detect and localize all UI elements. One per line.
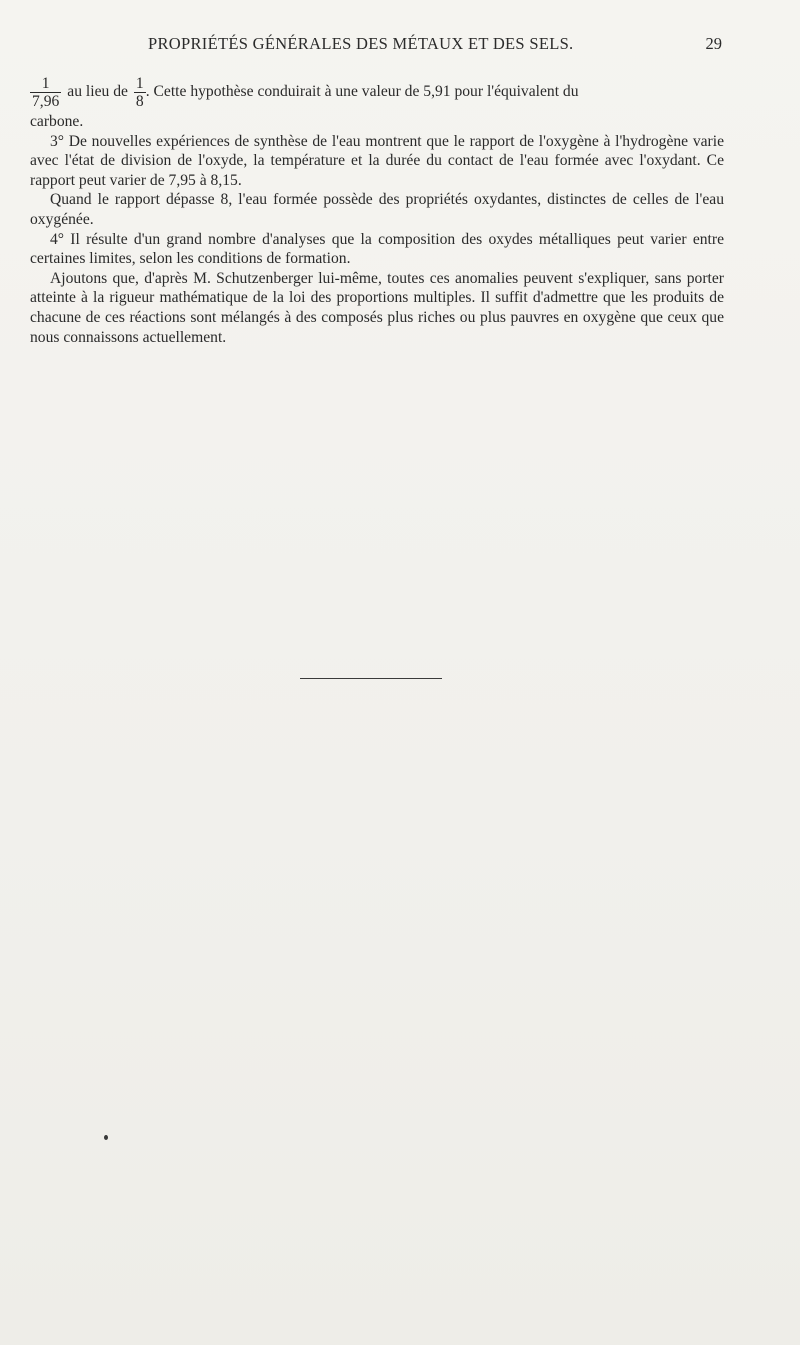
fraction-numerator: 1: [30, 75, 61, 93]
running-head: [0, 34, 800, 58]
paragraph-3: 3° De nouvelles expériences de synthèse de l'eau montrent que le rapport de l'oxygène à l'hydrogène varie avec l'état de division de l'oxyde, la température et la durée du contact de l'eau formée avec l'oxydant. Ce rapport peut varier de 7,95 à 8,15.: [30, 132, 724, 189]
paragraph-oxydant: Quand le rapport dépasse 8, l'eau formée possède des propriétés oxydantes, distinctes de celles de l'eau oxygénée.: [30, 191, 724, 228]
running-title: PROPRIÉTÉS GÉNÉRALES DES MÉTAUX ET DES SELS.: [148, 34, 574, 53]
fraction-one-over-796: [30, 75, 61, 110]
paragraph-conclusion: Ajoutons que, d'après M. Schutzenberger lui-même, toutes ces anomalies peuvent s'expliquer, sans porter atteinte à la rigueur mathématique de la loi des proportions multiples. Il suffit d'admettre que les produits de chacune de ces réactions sont mélangés à des composés plus riches ou plus pauvres en oxygène que ceux que nous connaissons actuellement.: [30, 269, 724, 346]
page-number: 29: [705, 34, 722, 53]
main-text: [30, 72, 724, 347]
fraction-numerator: 1: [135, 74, 144, 92]
fraction-one-over-eight: [134, 75, 146, 110]
fraction-denominator: 7,96: [32, 92, 60, 110]
between-text: au lieu de: [67, 83, 128, 101]
first-line-rest: . Cette hypothèse conduirait à une valeur de 5,91 pour l'équivalent du: [145, 83, 579, 101]
continuation-text: carbone.: [30, 113, 84, 130]
paragraph-4: 4° Il résulte d'un grand nombre d'analyses que la composition des oxydes métalliques peut varier entre certaines limites, selon les conditions de formation.: [30, 230, 724, 268]
section-divider: [300, 678, 442, 679]
ink-speck: [104, 1135, 108, 1140]
first-line: [30, 72, 724, 112]
fraction-denominator: 8: [135, 92, 144, 110]
